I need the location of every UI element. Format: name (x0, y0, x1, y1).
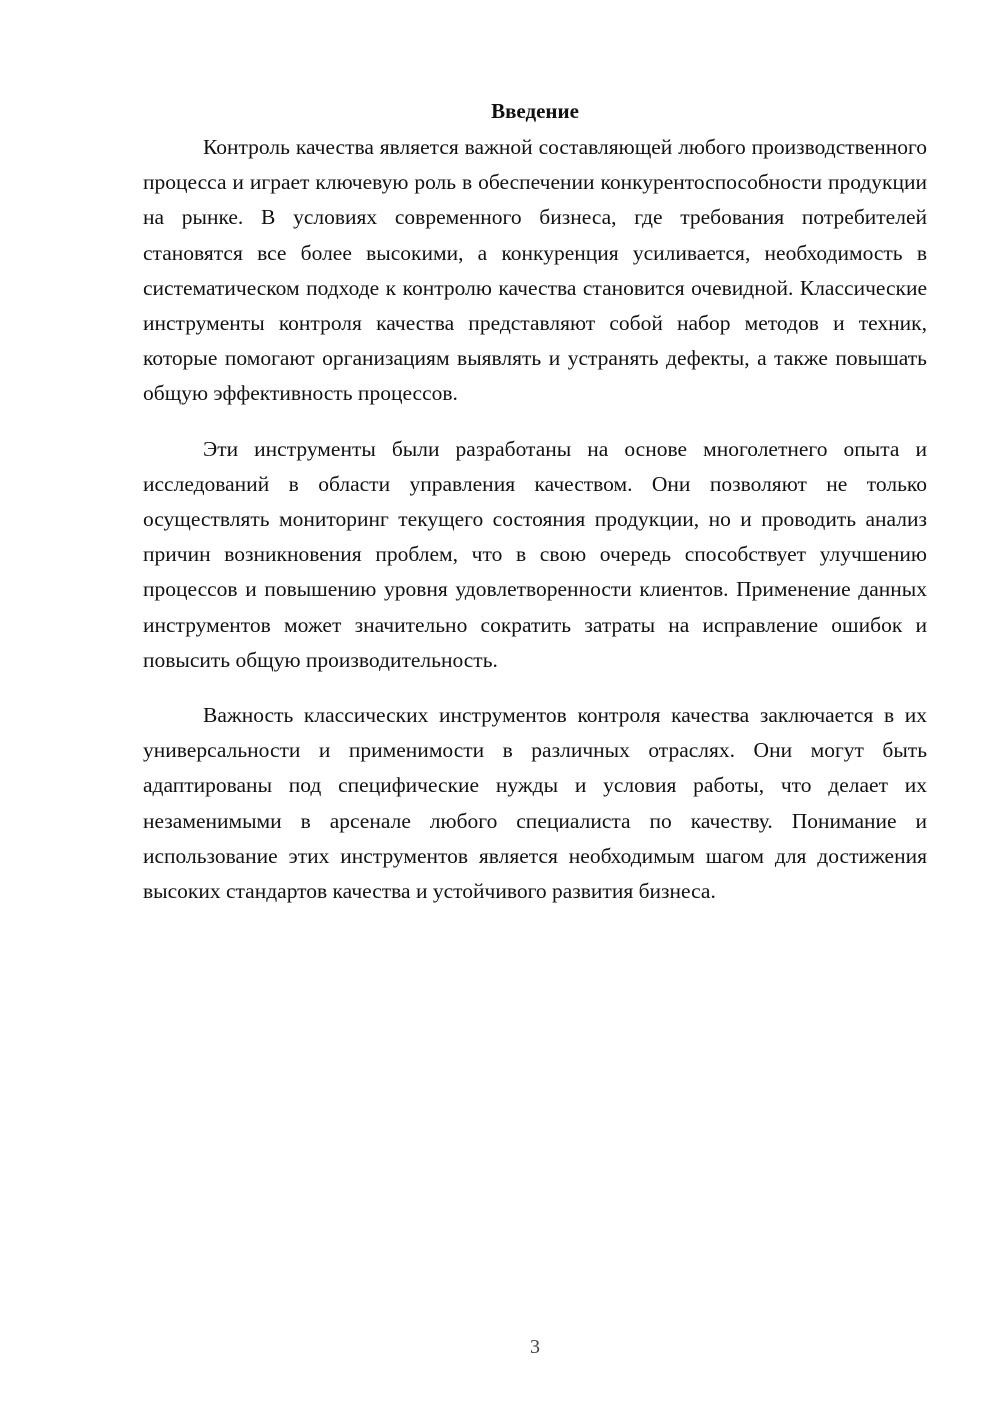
paragraph-1: Контроль качества является важной составляющей любого производственного процесса и играет ключевую роль в обеспечении конкурентоспособности продукции на рынке. В условиях современного бизнеса, где требования потребителей становятся все более высокими, а конкуренция усиливается, необходимость в систематическом подходе к контролю качества становится очевидной. Классические инструменты контроля качества представляют собой набор методов и техник, которые помогают организациям выявлять и устранять дефекты, а также повышать общую эффективность процессов. (143, 135, 927, 406)
paragraph-3: Важность классических инструментов контроля качества заключается в их универсальности и применимости в различных отраслях. Они могут быть адаптированы под специфические нужды и условия работы, что делает их незаменимыми в арсенале любого специалиста по качеству. Понимание и использование этих инструментов является необходимым шагом для достижения высоких стандартов качества и устойчивого развития бизнеса. (143, 703, 927, 904)
section-title: Введение (491, 99, 579, 123)
document-body (143, 96, 927, 929)
page-number: 3 (530, 1336, 540, 1358)
paragraph-2: Эти инструменты были разработаны на основе многолетнего опыта и исследований в области управления качеством. Они позволяют не только осуществлять мониторинг текущего состояния продукции, но и проводить анализ причин возникновения проблем, что в свою очередь способствует улучшению процессов и повышению уровня удовлетворенности клиентов. Применение данных инструментов может значительно сократить затраты на исправление ошибок и повысить общую производительность. (143, 436, 927, 672)
